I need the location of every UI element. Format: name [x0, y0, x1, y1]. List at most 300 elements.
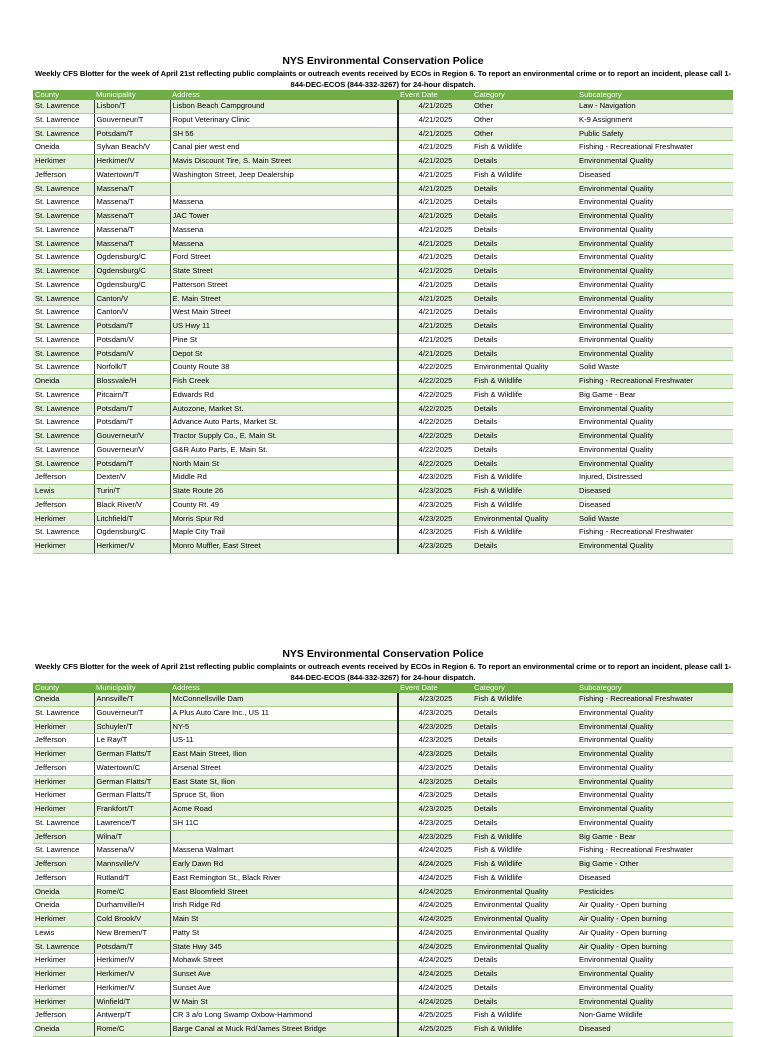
subcategory-cell: Environmental Quality: [577, 443, 733, 457]
event-date-cell: 4/21/2025: [398, 237, 472, 251]
municipality-cell: Ogdensburg/C: [94, 278, 170, 292]
table-body: [33, 100, 733, 553]
table-row: [33, 127, 733, 141]
subcategory-cell: Environmental Quality: [577, 816, 733, 830]
subcategory-cell: Non-Game Wildlife: [577, 1009, 733, 1023]
county-cell: St. Lawrence: [33, 127, 94, 141]
municipality-cell: Watertown/C: [94, 761, 170, 775]
category-cell: Fish & Wildlife: [472, 693, 577, 706]
municipality-cell: Herkimer/V: [94, 981, 170, 995]
municipality-cell: Rome/C: [94, 885, 170, 899]
subcategory-cell: Environmental Quality: [577, 333, 733, 347]
subcategory-cell: Environmental Quality: [577, 320, 733, 334]
category-cell: Details: [472, 265, 577, 279]
county-cell: St. Lawrence: [33, 223, 94, 237]
category-cell: Environmental Quality: [472, 926, 577, 940]
address-cell: Autozone, Market St.: [170, 402, 398, 416]
municipality-cell: Potsdam/V: [94, 333, 170, 347]
address-cell: SH 11C: [170, 816, 398, 830]
county-cell: St. Lawrence: [33, 196, 94, 210]
county-cell: St. Lawrence: [33, 844, 94, 858]
subcategory-cell: Environmental Quality: [577, 210, 733, 224]
subcategory-cell: Diseased: [577, 1023, 733, 1037]
table-row: [33, 871, 733, 885]
county-cell: Herkimer: [33, 748, 94, 762]
event-date-cell: 4/23/2025: [398, 485, 472, 499]
address-cell: East Bloomfield Street: [170, 885, 398, 899]
municipality-cell: German Flatts/T: [94, 789, 170, 803]
address-cell: North Main St: [170, 457, 398, 471]
page-title: NYS Environmental Conservation Police: [282, 55, 484, 67]
category-cell: Details: [472, 443, 577, 457]
county-cell: St. Lawrence: [33, 388, 94, 402]
address-cell: Mohawk Street: [170, 954, 398, 968]
table-row: [33, 265, 733, 279]
column-header-subcategory: Subcategory: [577, 90, 733, 100]
subcategory-cell: Environmental Quality: [577, 196, 733, 210]
event-date-cell: 4/23/2025: [398, 803, 472, 817]
category-cell: Details: [472, 333, 577, 347]
event-date-cell: 4/21/2025: [398, 127, 472, 141]
county-cell: Jefferson: [33, 761, 94, 775]
column-header-category: Category: [472, 90, 577, 100]
county-cell: Jefferson: [33, 471, 94, 485]
table-row: [33, 182, 733, 196]
category-cell: Details: [472, 347, 577, 361]
subcategory-cell: Pesticides: [577, 885, 733, 899]
category-cell: Other: [472, 113, 577, 127]
county-cell: St. Lawrence: [33, 278, 94, 292]
category-cell: Fish & Wildlife: [472, 388, 577, 402]
municipality-cell: Cold Brook/V: [94, 913, 170, 927]
event-date-cell: 4/23/2025: [398, 471, 472, 485]
category-cell: Details: [472, 706, 577, 720]
table-row: [33, 223, 733, 237]
address-cell: Middle Rd: [170, 471, 398, 485]
event-date-cell: 4/21/2025: [398, 196, 472, 210]
municipality-cell: Potsdam/T: [94, 940, 170, 954]
event-date-cell: 4/22/2025: [398, 457, 472, 471]
municipality-cell: Dexter/V: [94, 471, 170, 485]
event-date-cell: 4/24/2025: [398, 968, 472, 982]
category-cell: Fish & Wildlife: [472, 526, 577, 540]
event-date-cell: 4/21/2025: [398, 251, 472, 265]
category-cell: Fish & Wildlife: [472, 1009, 577, 1023]
subcategory-cell: Environmental Quality: [577, 748, 733, 762]
county-cell: Oneida: [33, 885, 94, 899]
subcategory-cell: Environmental Quality: [577, 292, 733, 306]
category-cell: Details: [472, 720, 577, 734]
municipality-cell: Lawrence/T: [94, 816, 170, 830]
table-row: [33, 388, 733, 402]
category-cell: Fish & Wildlife: [472, 858, 577, 872]
address-cell: State Route 26: [170, 485, 398, 499]
event-date-cell: 4/23/2025: [398, 775, 472, 789]
category-cell: Fish & Wildlife: [472, 498, 577, 512]
municipality-cell: German Flatts/T: [94, 775, 170, 789]
category-cell: Details: [472, 155, 577, 169]
address-cell: Sunset Ave: [170, 981, 398, 995]
municipality-cell: Potsdam/T: [94, 320, 170, 334]
address-cell: Morris Spur Rd: [170, 512, 398, 526]
municipality-cell: Schuyler/T: [94, 720, 170, 734]
table-row: [33, 899, 733, 913]
category-cell: Environmental Quality: [472, 899, 577, 913]
table-row: [33, 844, 733, 858]
table-row: [33, 416, 733, 430]
address-cell: Roput Veterinary Clinic: [170, 113, 398, 127]
address-cell: State Street: [170, 265, 398, 279]
subcategory-cell: Environmental Quality: [577, 402, 733, 416]
category-cell: Details: [472, 457, 577, 471]
municipality-cell: Massena/T: [94, 182, 170, 196]
address-cell: [170, 182, 398, 196]
event-date-cell: 4/22/2025: [398, 361, 472, 375]
table-row: [33, 748, 733, 762]
address-cell: SH 56: [170, 127, 398, 141]
county-cell: St. Lawrence: [33, 402, 94, 416]
event-date-cell: 4/22/2025: [398, 402, 472, 416]
address-cell: Patterson Street: [170, 278, 398, 292]
subcategory-cell: Solid Waste: [577, 361, 733, 375]
address-cell: Tractor Supply Co., E. Main St.: [170, 430, 398, 444]
table-row: [33, 734, 733, 748]
municipality-cell: Mannsville/V: [94, 858, 170, 872]
event-date-cell: 4/23/2025: [398, 830, 472, 844]
table-row: [33, 278, 733, 292]
address-cell: Massena: [170, 237, 398, 251]
address-cell: Mavis Discount Tire, S. Main Street: [170, 155, 398, 169]
subcategory-cell: Environmental Quality: [577, 775, 733, 789]
blotter-page-1: [33, 54, 733, 554]
subcategory-cell: Environmental Quality: [577, 734, 733, 748]
address-cell: West Main Street: [170, 306, 398, 320]
address-cell: Depot St: [170, 347, 398, 361]
category-cell: Fish & Wildlife: [472, 830, 577, 844]
municipality-cell: Massena/T: [94, 210, 170, 224]
table-row: [33, 113, 733, 127]
category-cell: Environmental Quality: [472, 885, 577, 899]
page-subtitle: Weekly CFS Blotter for the week of April 21st reflecting public complaints or outreach events received by ECOs in Region 6. To report an environmental crime or to report an incident, please call 1-844-DEC-ECOS (844-332-3267) for 24-hour dispatch.: [35, 662, 731, 682]
county-cell: St. Lawrence: [33, 706, 94, 720]
table-row: [33, 430, 733, 444]
category-cell: Details: [472, 278, 577, 292]
address-cell: E. Main Street: [170, 292, 398, 306]
subcategory-cell: Air Quality - Open burning: [577, 926, 733, 940]
address-cell: Irish Ridge Rd: [170, 899, 398, 913]
municipality-cell: Canton/V: [94, 292, 170, 306]
municipality-cell: Watertown/T: [94, 168, 170, 182]
category-cell: Details: [472, 237, 577, 251]
event-date-cell: 4/23/2025: [398, 734, 472, 748]
table-row: [33, 347, 733, 361]
address-cell: [170, 830, 398, 844]
event-date-cell: 4/21/2025: [398, 320, 472, 334]
table-row: [33, 210, 733, 224]
subcategory-cell: Environmental Quality: [577, 706, 733, 720]
subcategory-cell: Environmental Quality: [577, 347, 733, 361]
subcategory-cell: Environmental Quality: [577, 803, 733, 817]
municipality-cell: Black River/V: [94, 498, 170, 512]
subcategory-cell: Environmental Quality: [577, 430, 733, 444]
category-cell: Fish & Wildlife: [472, 141, 577, 155]
category-cell: Details: [472, 968, 577, 982]
municipality-cell: Ogdensburg/C: [94, 265, 170, 279]
category-cell: Fish & Wildlife: [472, 375, 577, 389]
address-cell: Pine St: [170, 333, 398, 347]
subcategory-cell: Environmental Quality: [577, 416, 733, 430]
category-cell: Details: [472, 320, 577, 334]
subcategory-cell: Diseased: [577, 168, 733, 182]
table-row: [33, 292, 733, 306]
event-date-cell: 4/24/2025: [398, 899, 472, 913]
county-cell: Oneida: [33, 899, 94, 913]
county-cell: Herkimer: [33, 789, 94, 803]
event-date-cell: 4/23/2025: [398, 761, 472, 775]
county-cell: Lewis: [33, 926, 94, 940]
municipality-cell: New Bremen/T: [94, 926, 170, 940]
table-row: [33, 803, 733, 817]
table-row: [33, 471, 733, 485]
event-date-cell: 4/21/2025: [398, 306, 472, 320]
category-cell: Environmental Quality: [472, 361, 577, 375]
county-cell: St. Lawrence: [33, 416, 94, 430]
category-cell: Details: [472, 734, 577, 748]
table-row: [33, 306, 733, 320]
blotter-page-2: [33, 647, 733, 1037]
event-date-cell: 4/22/2025: [398, 430, 472, 444]
category-cell: Fish & Wildlife: [472, 1023, 577, 1037]
county-cell: Herkimer: [33, 155, 94, 169]
municipality-cell: Potsdam/T: [94, 457, 170, 471]
category-cell: Details: [472, 954, 577, 968]
county-cell: Herkimer: [33, 968, 94, 982]
category-cell: Details: [472, 182, 577, 196]
event-date-cell: 4/22/2025: [398, 375, 472, 389]
category-cell: Fish & Wildlife: [472, 871, 577, 885]
column-header-county: County: [33, 683, 94, 693]
column-header-address: Address: [170, 683, 398, 693]
address-cell: Massena: [170, 223, 398, 237]
subcategory-cell: Environmental Quality: [577, 540, 733, 554]
event-date-cell: 4/24/2025: [398, 844, 472, 858]
event-date-cell: 4/23/2025: [398, 512, 472, 526]
county-cell: St. Lawrence: [33, 292, 94, 306]
subcategory-cell: Environmental Quality: [577, 968, 733, 982]
event-date-cell: 4/23/2025: [398, 706, 472, 720]
address-cell: County Route 38: [170, 361, 398, 375]
address-cell: Fish Creek: [170, 375, 398, 389]
subcategory-cell: Big Game - Bear: [577, 830, 733, 844]
municipality-cell: Ogdensburg/C: [94, 526, 170, 540]
subcategory-cell: Big Game - Other: [577, 858, 733, 872]
table-row: [33, 789, 733, 803]
municipality-cell: Annsville/T: [94, 693, 170, 706]
municipality-cell: Gouverneur/V: [94, 430, 170, 444]
event-date-cell: 4/24/2025: [398, 913, 472, 927]
table-row: [33, 761, 733, 775]
address-cell: Ford Street: [170, 251, 398, 265]
county-cell: St. Lawrence: [33, 320, 94, 334]
category-cell: Fish & Wildlife: [472, 471, 577, 485]
county-cell: Herkimer: [33, 913, 94, 927]
county-cell: St. Lawrence: [33, 430, 94, 444]
event-date-cell: 4/24/2025: [398, 995, 472, 1009]
county-cell: Jefferson: [33, 858, 94, 872]
county-cell: St. Lawrence: [33, 182, 94, 196]
category-cell: Details: [472, 251, 577, 265]
category-cell: Details: [472, 416, 577, 430]
category-cell: Details: [472, 748, 577, 762]
address-cell: CR 3 a/o Long Swamp Oxbow-Hammond: [170, 1009, 398, 1023]
subcategory-cell: Environmental Quality: [577, 720, 733, 734]
event-date-cell: 4/24/2025: [398, 954, 472, 968]
county-cell: St. Lawrence: [33, 100, 94, 113]
municipality-cell: Lisbon/T: [94, 100, 170, 113]
address-cell: US-11: [170, 734, 398, 748]
municipality-cell: Herkimer/V: [94, 540, 170, 554]
address-cell: Maple City Trail: [170, 526, 398, 540]
subcategory-cell: K-9 Assignment: [577, 113, 733, 127]
category-cell: Environmental Quality: [472, 940, 577, 954]
event-date-cell: 4/24/2025: [398, 885, 472, 899]
column-header-event-date: Event Date: [398, 90, 472, 100]
category-cell: Details: [472, 306, 577, 320]
event-date-cell: 4/25/2025: [398, 1009, 472, 1023]
municipality-cell: Pitcairn/T: [94, 388, 170, 402]
municipality-cell: Durhamville/H: [94, 899, 170, 913]
address-cell: NY-5: [170, 720, 398, 734]
subcategory-cell: Fishing - Recreational Freshwater: [577, 844, 733, 858]
table-row: [33, 443, 733, 457]
category-cell: Details: [472, 292, 577, 306]
table-row: [33, 706, 733, 720]
county-cell: St. Lawrence: [33, 526, 94, 540]
address-cell: Patty St: [170, 926, 398, 940]
county-cell: St. Lawrence: [33, 361, 94, 375]
column-header-county: County: [33, 90, 94, 100]
table-row: [33, 100, 733, 113]
municipality-cell: Wilna/T: [94, 830, 170, 844]
category-cell: Fish & Wildlife: [472, 485, 577, 499]
county-cell: Herkimer: [33, 720, 94, 734]
address-cell: Early Dawn Rd: [170, 858, 398, 872]
event-date-cell: 4/22/2025: [398, 388, 472, 402]
county-cell: Jefferson: [33, 498, 94, 512]
category-cell: Fish & Wildlife: [472, 844, 577, 858]
subcategory-cell: Air Quality - Open burning: [577, 913, 733, 927]
event-date-cell: 4/23/2025: [398, 498, 472, 512]
page-subtitle: Weekly CFS Blotter for the week of April 21st reflecting public complaints or outreach events received by ECOs in Region 6. To report an environmental crime or to report an incident, please call 1-844-DEC-ECOS (844-332-3267) for 24-hour dispatch.: [35, 69, 731, 89]
subcategory-cell: Environmental Quality: [577, 954, 733, 968]
county-cell: Oneida: [33, 1023, 94, 1037]
subcategory-cell: Environmental Quality: [577, 223, 733, 237]
county-cell: Lewis: [33, 485, 94, 499]
address-cell: Massena Walmart: [170, 844, 398, 858]
address-cell: East Main Street, Ilion: [170, 748, 398, 762]
table-row: [33, 968, 733, 982]
category-cell: Details: [472, 196, 577, 210]
subcategory-cell: Environmental Quality: [577, 761, 733, 775]
event-date-cell: 4/24/2025: [398, 858, 472, 872]
table-row: [33, 457, 733, 471]
table-row: [33, 775, 733, 789]
county-cell: St. Lawrence: [33, 237, 94, 251]
municipality-cell: Frankfort/T: [94, 803, 170, 817]
municipality-cell: Gouverneur/T: [94, 706, 170, 720]
category-cell: Details: [472, 761, 577, 775]
address-cell: A Plus Auto Care Inc., US 11: [170, 706, 398, 720]
county-cell: St. Lawrence: [33, 443, 94, 457]
table-row: [33, 981, 733, 995]
event-date-cell: 4/23/2025: [398, 540, 472, 554]
table-row: [33, 693, 733, 706]
table-header-row: [33, 90, 733, 100]
event-date-cell: 4/22/2025: [398, 443, 472, 457]
event-date-cell: 4/23/2025: [398, 693, 472, 706]
column-header-category: Category: [472, 683, 577, 693]
event-date-cell: 4/23/2025: [398, 748, 472, 762]
category-cell: Details: [472, 981, 577, 995]
county-cell: St. Lawrence: [33, 113, 94, 127]
municipality-cell: Herkimer/V: [94, 968, 170, 982]
event-date-cell: 4/23/2025: [398, 720, 472, 734]
event-date-cell: 4/21/2025: [398, 155, 472, 169]
address-cell: State Hwy 345: [170, 940, 398, 954]
municipality-cell: Blossvale/H: [94, 375, 170, 389]
address-cell: Sunset Ave: [170, 968, 398, 982]
address-cell: Main St: [170, 913, 398, 927]
category-cell: Details: [472, 803, 577, 817]
table-row: [33, 168, 733, 182]
county-cell: Jefferson: [33, 1009, 94, 1023]
address-cell: McConnellsville Dam: [170, 693, 398, 706]
municipality-cell: Massena/T: [94, 223, 170, 237]
event-date-cell: 4/21/2025: [398, 141, 472, 155]
category-cell: Details: [472, 402, 577, 416]
subcategory-cell: Environmental Quality: [577, 995, 733, 1009]
category-cell: Other: [472, 100, 577, 113]
table-row: [33, 402, 733, 416]
county-cell: Herkimer: [33, 803, 94, 817]
category-cell: Details: [472, 210, 577, 224]
event-date-cell: 4/23/2025: [398, 526, 472, 540]
event-date-cell: 4/21/2025: [398, 210, 472, 224]
address-cell: W Main St: [170, 995, 398, 1009]
category-cell: Details: [472, 430, 577, 444]
subcategory-cell: Law - Navigation: [577, 100, 733, 113]
address-cell: Barge Canal at Muck Rd/James Street Bridge: [170, 1023, 398, 1037]
municipality-cell: Massena/V: [94, 844, 170, 858]
municipality-cell: Rutland/T: [94, 871, 170, 885]
blotter-table: [33, 90, 733, 554]
county-cell: Herkimer: [33, 954, 94, 968]
municipality-cell: Sylvan Beach/V: [94, 141, 170, 155]
event-date-cell: 4/24/2025: [398, 926, 472, 940]
county-cell: Jefferson: [33, 734, 94, 748]
municipality-cell: Massena/T: [94, 237, 170, 251]
event-date-cell: 4/21/2025: [398, 278, 472, 292]
address-cell: Advance Auto Parts, Market St.: [170, 416, 398, 430]
address-cell: Massena: [170, 196, 398, 210]
event-date-cell: 4/21/2025: [398, 113, 472, 127]
event-date-cell: 4/21/2025: [398, 333, 472, 347]
table-row: [33, 196, 733, 210]
municipality-cell: Gouverneur/T: [94, 113, 170, 127]
table-row: [33, 720, 733, 734]
county-cell: St. Lawrence: [33, 457, 94, 471]
address-cell: Lisbon Beach Campground: [170, 100, 398, 113]
